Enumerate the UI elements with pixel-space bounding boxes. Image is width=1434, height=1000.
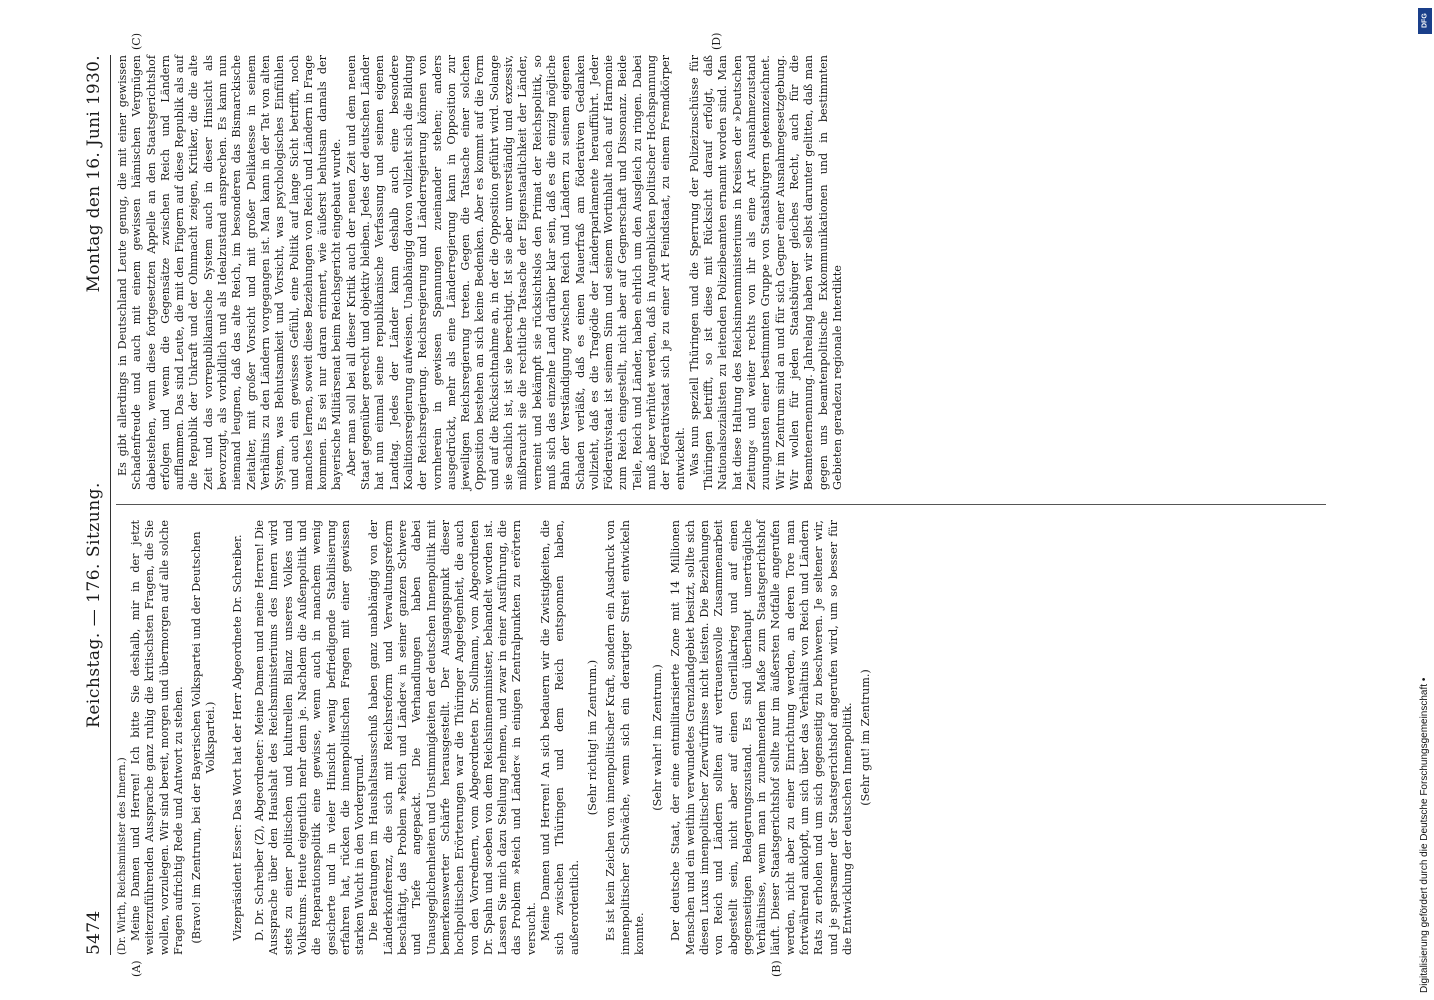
applause-note: (Bravo! im Zentrum, bei der Bayerischen Volkspartei und der Deutschen Volkspartei.)	[190, 531, 218, 944]
left-column	[116, 520, 878, 955]
paragraph: Vizepräsident Esser: Das Wort hat der Herr Abgeordnete Dr. Schreiber.	[230, 534, 244, 941]
paragraph: Die Beratungen im Haushaltsausschuß haben ganz unabhängig von der Länderkonferenz, die sich mit Reichsreform und Verwaltungsreform beschäftigt, das Problem »Reich und Länder« in seiner ganzen Schwere und Tiefe angepackt. Die Verhandlungen haben dabei Unausgeglichenheiten und Unstimmigkeiten der deutschen Innenpolitik mit bemerkenswerter Schärfe herausgestellt. Der Ausgangspunkt dieser hochpolitischen Erörterungen war die Thüringer Angelegenheit, die auch von den Vorrednern, vom Abgeordneten Dr. Sollmann, vom Abgeordneten Dr. Spahn und soeben von dem Reichsinnenminister, behandelt worden ist. Lassen Sie mich dazu Stellung nehmen, und zwar in einer Ausführung, die das Problem »Reich und Länder« in einigen Zentralpunkten zu erörtern versucht.	[367, 520, 538, 955]
session-title: Reichstag. — 176. Sitzung.	[84, 482, 104, 728]
paragraph: Es gibt allerdings in Deutschland Leute genug, die mit einer gewissen Schadenfreude und auch mit einem gewissen hämischen Vergnügen dabeistehen, wenn diese fortgesetzten Appelle an den Staatsgerichtshof erfolgen und wenn die Gegensätze zwischen Reich und Ländern aufflammen. Das sind Leute, die mit den Fingern auf diese Republik als auf die Republik der Unkraft und der Ohnmacht zeigen, Kritiker, die die alte Zeit und das vorrepublikanische System auch in dieser Hinsicht als bevorzugt, als vorbildlich und als Idealzustand ansprechen. Es kann nun niemand leugnen, daß das alte Reich, im besonderen das Bismarckische Zeitalter, mit großer Vorsicht und mit großer Delikatesse in seinem Verhältnis zu den Ländern vorgegangen ist. Man kann in der Tat von alten System, was Behutsamkeit und Vorsicht, was psychologisches Einfühlen und auch ein gewisses Gefühl, eine Politik auf lange Sicht betrifft, noch manches lernen, soweit diese Beziehungen von Reich und Ländern in Frage kommen. Es sei nur daran erinnert, wie äußerst behutsam damals der bayerische Militärsenat beim Reichsgericht eingebaut wurde.	[116, 55, 344, 490]
column-divider	[116, 504, 1326, 505]
paragraph: Was nun speziell Thüringen und die Sperrung der Polizeizuschüsse für Thüringen betrifft, so ist diese mit Rücksicht darauf erfolgt, daß Nationalsozialisten zu leitenden Polizeibeamten ernannt worden sind. Man hat diese Haltung des Reichsinnenministeriums in Kreisen der »Deutschen Zeitung« und weiter rechts von ihr als eine Art Ausnahmezustand zuungunsten einer bestimmten Gruppe von Staatsbürgern gekennzeichnet. Wir im Zentrum sind an und für sich Gegner einer Ausnahmegesetzgebung. Wir wollen für jeden Staatsbürger gleiches Recht, auch für die Beamtenernennung. Jahrelang haben wir selbst darunter gelitten, daß man gegen uns beamtenpolitische Exkommunikationen und in bestimmten Gebieten geradezu regionale Interdikte	[687, 55, 844, 490]
dfg-logo: DFG	[1418, 8, 1432, 34]
margin-marker-d: (D)	[710, 32, 723, 50]
speaker-line: (Dr. Wirth, Reichsminister des Innern.)	[117, 757, 128, 955]
margin-marker-a: (A)	[130, 960, 143, 977]
page-header	[80, 55, 111, 955]
digitization-credit	[1418, 8, 1432, 993]
paragraph: Aber man soll bei all dieser Kritik auch der neuen Zeit und dem neuen Staat gegenüber gerecht und objektiv bleiben. Jedes der deutschen Länder hat nun einmal seine republikanische Verfassung und seinen eigenen Landtag. Jedes der Länder kann deshalb auch eine besondere Koalitionsregierung aufweisen. Unabhängig davon vollzieht sich die Bildung der Reichsregierung. Reichsregierung und Länderregierung können von vornherein in gewissen Spannungen zueinander stehen; anders ausgedrückt, mehr als eine Länderregierung kann in Opposition zur jeweiligen Reichsregierung treten. Gegen die Tatsache einer solchen Opposition bestehen an sich keine Bedenken. Aber es kommt auf die Form und auf die Rücksichtnahme an, in der die Opposition geführt wird. Solange sie sachlich ist, ist sie berechtigt. Ist sie aber unverständig und exzessiv, mißbraucht sie die rechtliche Tatsache der Eigenstaatlichkeit der Länder, verneint und bekämpft sie rücksichtslos den Primat der Reichspolitik, so muß sich das einzelne Land darüber klar sein, daß es die einzig mögliche Bahn der Verständigung zwischen Reich und Ländern zu seinem eigenen Schaden verläßt, daß es einen Mauerfraß am föderativen Gedanken vollzieht, daß es die Tragödie der Länderparlamente heraufführt. Jeder Föderativstaat ist seinem Sinn und seinem Wortinhalt nach auf Harmonie zum Reich eingestellt, nicht aber auf Gegnerschaft und Dissonanz. Beide Teile, Reich und Länder, haben ehrlich um den Ausgleich zu ringen. Dabei muß aber verhütet werden, daß in Augenblicken politischer Hochspannung der Föderativstaat sich je zu einer Art Feindstaat, zu einem Fremdkörper entwickelt.	[344, 55, 687, 490]
paragraph: Der deutsche Staat, der eine entmilitarisierte Zone mit 14 Millionen Menschen und ein weithin verwundetes Grenzlandgebiet besitzt, sollte sich diesen Luxus innenpolitischer Zerwürfnisse nicht leisten. Die Beziehungen von Reich und Ländern sollten auf vertrauensvolle Zusammenarbeit abgestellt sein, nicht aber auf einen Guerillakrieg und auf einen gegenseitigen Belagerungszustand. Es sind überhaupt unerträgliche Verhältnisse, wenn man in zunehmendem Maße zum Staatsgerichtshof läuft. Dieser Staatsgerichtshof sollte nur im äußersten Notfalle angerufen werden, nicht aber zu einer Einrichtung werden, an deren Tore man fortwährend anklopft, um sich über das Verhältnis von Reich und Ländern Rats zu erholen und um sich gegenseitig zu beschweren. Je seltener wir, und je sparsamer der Staatsgerichtshof angerufen wird, um so besser für die Entwicklung der deutschen Innenpolitik.	[669, 520, 854, 955]
right-column	[116, 55, 845, 490]
page-number: 5474	[84, 910, 104, 955]
applause-note: (Sehr wahr! im Zentrum.)	[651, 664, 665, 811]
scanned-page	[80, 32, 1340, 977]
paragraph: Meine Damen und Herren! Ich bitte Sie deshalb, mir in der jetzt weiterzuführenden Aussprache ganz ruhig die kritischsten Fragen, die Sie wollen, vorzulegen. Wir sind bereit, morgen und übermorgen auf alle solche Fragen aufrichtig Rede und Antwort zu stehen.	[129, 520, 185, 955]
paragraph: Es ist kein Zeichen von innenpolitischer Kraft, sondern ein Ausdruck von innenpolitischer Schwäche, wenn sich ein derartiger Streit entwickeln konnte.	[604, 520, 646, 955]
paragraph: D. Dr. Schreiber (Z), Abgeordneter: Meine Damen und meine Herren! Die Aussprache über den Haushalt des Reichsministeriums des Innern wird stets zu einer politischen und kulturellen Bilanz unseres Volkes und Volkstums. Heute eigentlich mehr denn je. Nachdem die Außenpolitik und die Reparationspolitik eine gewisse, wenn auch in manchem wenig gesicherte und in vieler Hinsicht wenig befriedigende Stabilisierung erfahren hat, rücken die innenpolitischen Fragen mit einer gewissen starken Wucht in den Vordergrund.	[253, 520, 367, 955]
credit-text: Digitalisierung gefördert durch die Deutsche Forschungsgemeinschaft •	[1419, 677, 1430, 993]
session-date: Montag den 16. Juni 1930.	[84, 55, 104, 293]
paragraph: Meine Damen und Herren! An sich bedauern wir die Zwistigkeiten, die sich zwischen Thüringen und dem Reich entsponnen haben, außerordentlich.	[539, 520, 581, 955]
margin-marker-b: (B)	[770, 960, 783, 977]
margin-marker-c: (C)	[130, 33, 143, 50]
applause-note: (Sehr gut! im Zentrum.)	[859, 669, 873, 806]
applause-note: (Sehr richtig! im Zentrum.)	[585, 659, 599, 816]
